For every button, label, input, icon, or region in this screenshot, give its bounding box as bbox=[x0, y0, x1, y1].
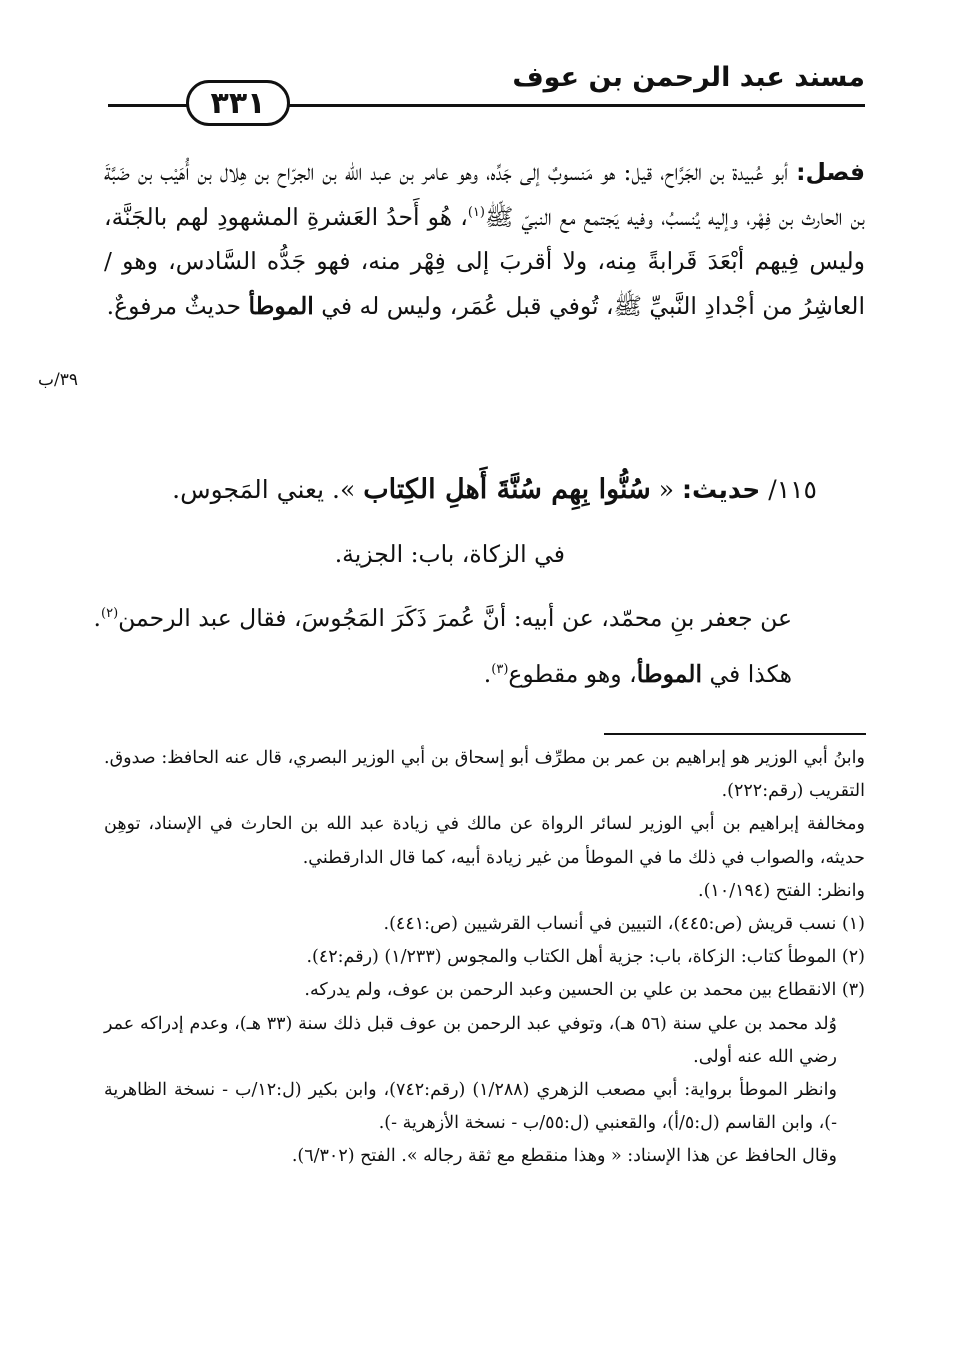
footnote-ref-3[interactable]: (٣) bbox=[491, 662, 509, 678]
page-number: ٣٣١ bbox=[210, 85, 266, 121]
muwatta-bold-word: الموطأ bbox=[248, 291, 314, 320]
hadith-close-quote: » bbox=[339, 475, 364, 504]
fasl-text-3: حديثٌ مرفوعٌ. bbox=[106, 291, 249, 320]
footnotes bbox=[104, 742, 865, 1174]
hadith-keyword: حديث: bbox=[682, 475, 761, 504]
page-number-badge bbox=[186, 80, 290, 126]
footnote-3: (٣) الانقطاع بين محمد بن علي بن الحسين وعبد الرحمن بن عوف، ولم يدركه. bbox=[304, 980, 865, 1001]
footnote-continuation-1: وابنُ أبي الوزير هو إبراهيم بن عمر بن مطرِّف أبو إسحاق بن أبي الوزير البصري، قال عنه الحافظ: صدوق. التقريب (رقم:٢٢٢). bbox=[104, 748, 865, 802]
chapter-reference: في الزكاة، باب: الجزية. bbox=[334, 540, 565, 568]
conclusion-text-2: ، وهو مقطوع bbox=[508, 660, 637, 688]
footnote-ref-2[interactable]: (٢) bbox=[101, 606, 119, 622]
footnote-ref-1[interactable]: (١) bbox=[467, 204, 485, 220]
fasl-text-1: أبو عُبيدة بن الجَرَّاح، قيل: هو مَنسوبٌ إلى جَدِّه، وهو عامر بن عبد الله بن الجرّاح بن هِلال بن أُهَيْب بن ضَبَّةَ بن الحارث بن فِهْر، وإليه يُنسبُ، وفيه يَجتمع مع النبيّ ﷺ bbox=[104, 158, 865, 231]
footnote-2: (٢) الموطأ كتاب: الزكاة، باب: جزية أهل الكتاب والمجوس (١/٢٣٣) (رقم:٤٢). bbox=[306, 947, 865, 968]
footnote-continuation-2: ومخالفة إبراهيم بن أبي الوزير لسائر الرواة عن مالك في زيادة عبد الله بن الحارث في الإسناد، توهِن حديثه، والصواب في ذلك ما في الموطأ من غير زيادة أبيه، كما قال الدارقطني. bbox=[104, 814, 865, 868]
footnote-3-part-b: وُلد محمد بن علي سنة (٥٦ هـ)، وتوفي عبد الرحمن بن عوف قبل ذلك سنة (٣٣ هـ)، وعدم إدراكه عمر رضي الله عنه أولى. bbox=[104, 1013, 837, 1067]
footnote-3-part-c: وانظر الموطأ برواية: أبي مصعب الزهري (١/٢٨٨) (رقم:٧٤٢)، وابن بكير (ل:١٢/ب - نسخة الظاهرية -)، وابن القاسم (ل:٥/أ)، والقعنبي (ل:٥٥/ب - نسخة الأزهرية -). bbox=[104, 1080, 837, 1134]
hadith-heading bbox=[117, 474, 817, 505]
hadith-number: ١١٥/ bbox=[760, 475, 817, 504]
footnote-continuation-3: وانظر: الفتح (١٠/١٩٤). bbox=[698, 880, 865, 901]
fasl-text-2: ، هُو أَحدُ العَشرةِ المشهودِ لهم بالجَنَّة، وليس فِيهم أبْعَدَ قَرابةً مِنه، ولا أقربَ إلى فِهْر منه، فهو جَدُّه السَّادس، وهو / العاشِرُ من أجْدادِ النَّبيِّ ﷺ، تُوفي قبل عُمَر، وليس له في bbox=[104, 202, 865, 320]
conclusion-line bbox=[484, 660, 792, 688]
fasl-keyword: فصل: bbox=[796, 158, 865, 186]
fasl-paragraph bbox=[104, 150, 865, 328]
footnote-1: (١) نسب قريش (ص:٤٤٥)، التبيين في أنساب القرشيين (ص:٤٤١). bbox=[383, 914, 865, 935]
conclusion-text-1: هكذا في bbox=[702, 660, 792, 688]
narration-line bbox=[94, 604, 792, 632]
hadith-quote: سُنُّوا بِهِم سُنَّةَ أَهلِ الكِتاب bbox=[363, 474, 651, 505]
footnote-separator bbox=[604, 733, 866, 735]
running-header-title: مسند عبد الرحمن بن عوف bbox=[512, 62, 865, 93]
conclusion-end: . bbox=[483, 660, 492, 688]
main-body bbox=[104, 150, 865, 328]
manuscript-folio-marker: ٣٩/ب bbox=[38, 370, 78, 390]
footnote-3-part-d: وقال الحافظ عن هذا الإسناد: « وهذا منقطع مع ثقة رجاله ». الفتح (٦/٣٠٢). bbox=[291, 1146, 837, 1167]
narration-text: عن جعفر بنِ محمّد، عن أبيه: أنَّ عُمرَ ذَكَرَ المَجُوسَ، فقال عبد الرحمن bbox=[118, 604, 792, 632]
narration-end: . bbox=[93, 604, 101, 632]
hadith-open-quote: « bbox=[650, 475, 683, 504]
conclusion-bold-word: الموطأ bbox=[636, 660, 702, 688]
hadith-after: . يعني المَجوس. bbox=[172, 475, 340, 504]
